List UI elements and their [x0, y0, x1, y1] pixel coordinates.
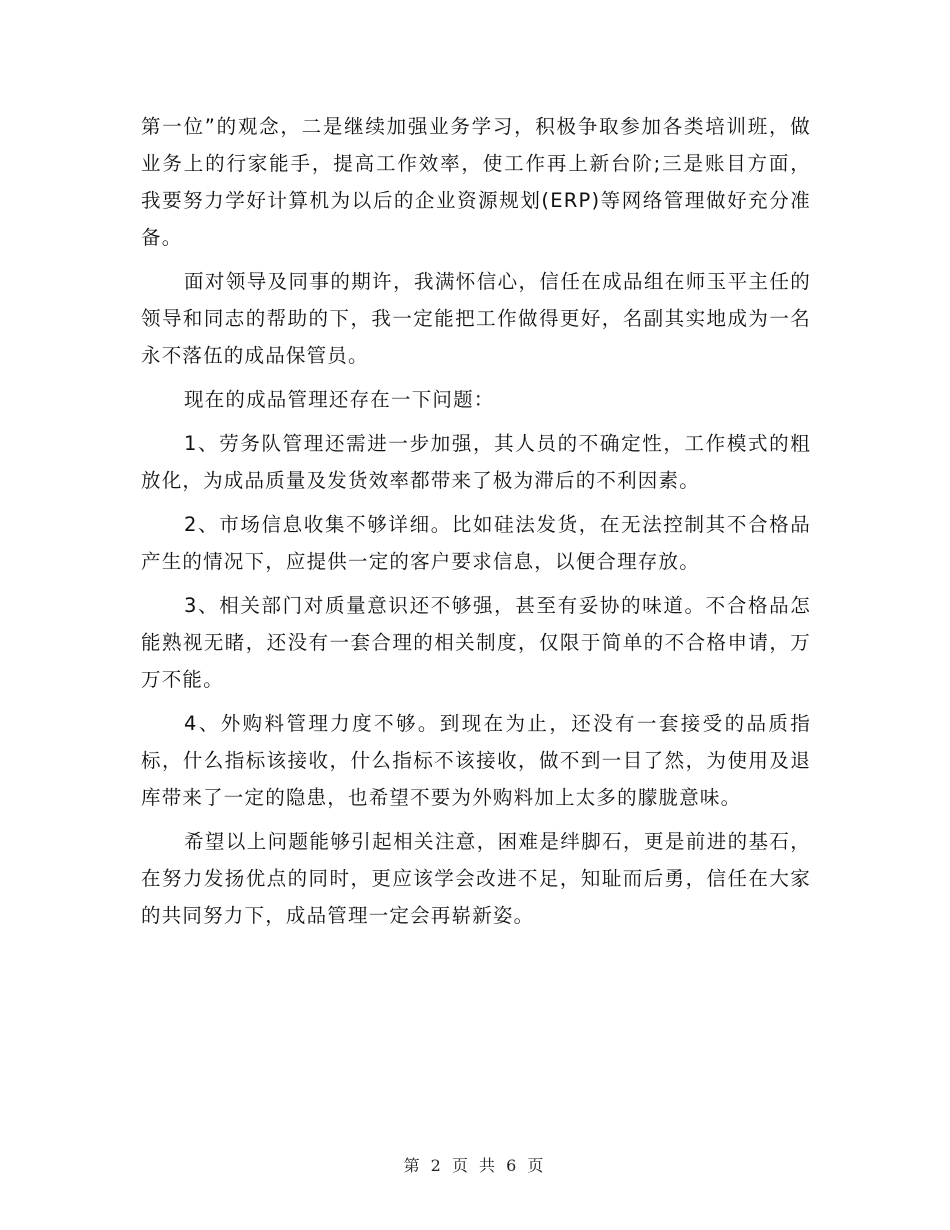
paragraph-2: 面对领导及同事的期许，我满怀信心，信任在成品组在师玉平主任的领导和同志的帮助的下，我一定能把工作做得更好，名副其实地成为一名永不落伍的成品保管员。 — [141, 270, 811, 367]
page-number-footer: 第 2 页 共 6 页 — [403, 1156, 547, 1175]
paragraph-1: 第一位”的观念，二是继续加强业务学习，积极争取参加各类培训班，做业务上的行家能手，提高工作效率，使工作再上新台阶;三是账目方面，我要努力学好计算机为以后的企业资源规划(ERP)等网络管理做好充分准备。 — [141, 115, 811, 249]
paragraph-4: 1、劳务队管理还需进一步加强，其人员的不确定性，工作模式的粗放化，为成品质量及发货效率都带来了极为滞后的不利因素。 — [141, 432, 811, 492]
paragraph-3: 现在的成品管理还存在一下问题： — [184, 388, 495, 411]
paragraph-6: 3、相关部门对质量意识还不够强，甚至有妥协的味道。不合格品怎能熟视无睹，还没有一套合理的相关制度，仅限于简单的不合格申请，万万不能。 — [141, 594, 811, 691]
paragraph-8: 希望以上问题能够引起相关注意，困难是绊脚石，更是前进的基石，在努力发扬优点的同时，更应该学会改进不足，知耻而后勇，信任在大家的共同努力下，成品管理一定会再崭新姿。 — [141, 830, 811, 927]
document-body — [141, 108, 811, 941]
paragraph-7: 4、外购料管理力度不够。到现在为止，还没有一套接受的品质指标，什么指标该接收，什么指标不该接收，做不到一目了然，为使用及退库带来了一定的隐患，也希望不要为外购料加上太多的朦胧意味。 — [141, 712, 811, 809]
paragraph-5: 2、市场信息收集不够详细。比如硅法发货，在无法控制其不合格品产生的情况下，应提供一定的客户要求信息，以便合理存放。 — [141, 513, 811, 573]
